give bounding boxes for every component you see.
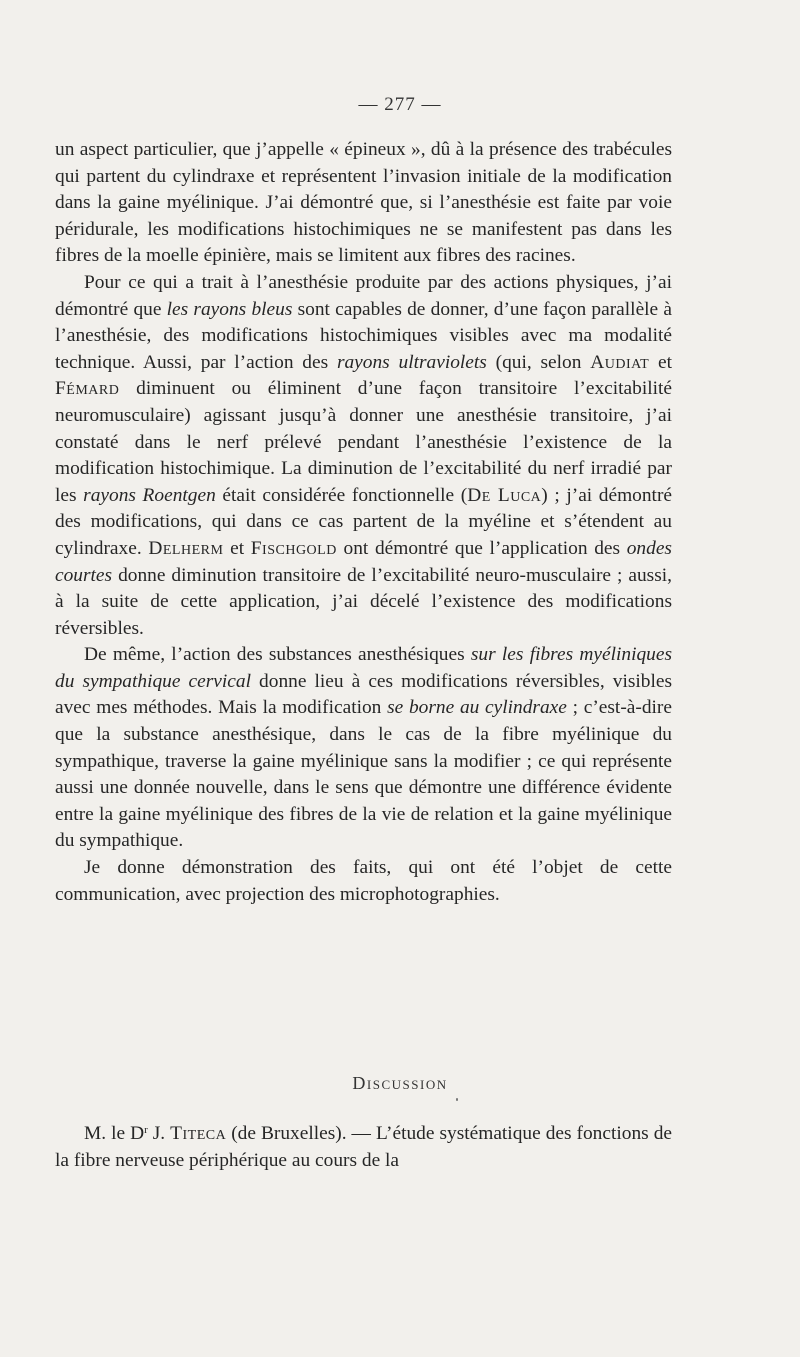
text-run: donne diminution transitoire de l’excitabilité neuro-musculaire ; aussi, à la suite de cette application, j’ai décelé l’existence des modifications réversibles.: [55, 564, 672, 639]
discussion-paragraph: [55, 1121, 672, 1174]
text-run: Pour ce qui a trait à l’anesthésie produite par des actions physiques, j’ai démontré que: [55, 271, 672, 320]
paragraph-3: [55, 642, 672, 855]
text-run: M. le D: [84, 1123, 145, 1144]
text-run: ; c’est-à-dire que la substance anesthésique, dans le cas de la fibre myélinique du sympathique, traverse la gaine myélinique sans la modifier ; ce qui représente aussi une donnée nouvelle, dans le sens que démontre une différence évidente entre la gaine myélinique des fibres de la vie de relation et la gaine myélinique du sympathique.: [55, 697, 672, 852]
body-text: [55, 137, 672, 908]
paragraph-1: [55, 137, 672, 270]
italic-term: rayons Roentgen: [83, 484, 216, 506]
text-run: était considérée fonctionnelle (: [215, 484, 468, 506]
text-run: (de Bruxelles). — L’étude systématique des fonctions de la fibre nerveuse périphérique au cours de la: [55, 1123, 672, 1171]
text-run: J.: [147, 1123, 171, 1144]
italic-term: les rayons bleus: [166, 298, 293, 320]
text-run: donne lieu à ces modifications réversibles, visibles avec mes méthodes. Mais la modification: [55, 670, 672, 719]
page-number: — 277 —: [358, 94, 442, 115]
text-run: et: [649, 351, 672, 373]
author-name: Fischgold: [250, 537, 337, 559]
italic-term: sur les fibres myéliniques du sympathique cervical: [55, 644, 672, 692]
paragraph-4-text: Je donne démonstration des faits, qui ont été l’objet de cette communication, avec projection des microphotographies.: [55, 857, 672, 905]
superscript: r: [144, 1124, 148, 1136]
author-name: Fémard: [55, 378, 120, 400]
text-run: ont démontré que l’application des: [336, 537, 627, 559]
italic-term: rayons ultraviolets: [336, 351, 487, 373]
paragraph-1-text: un aspect particulier, que j’appelle « épineux », dû à la présence des trabécules qui partent du cylindraxe et représentent l’invasion initiale de la modification dans la gaine myélinique. J’ai démontré que, si l’anesthésie est faite par voie péridurale, les modifications histochimiques ne se manifestent pas dans les fibres de la moelle épinière, mais se limitent aux fibres des racines.: [55, 139, 672, 267]
italic-term: se borne au cylindraxe: [387, 697, 567, 719]
paragraph-2: [55, 270, 672, 642]
author-name: Delherm: [148, 537, 224, 559]
text-run: ) ; j’ai démontré des modifications, qui dans ce cas partent de la myéline et s’étendent au cylindraxe.: [55, 484, 673, 559]
italic-term: ondes courtes: [55, 537, 672, 586]
author-name: Titeca: [170, 1123, 227, 1144]
text-run: sont capables de donner, d’une façon parallèle à l’anesthésie, des modifications histochimiques visibles avec ma modalité technique. Aussi, par l’action des: [55, 298, 672, 373]
text-run: De même, l’action des substances anesthésiques: [84, 644, 471, 666]
paragraph-4: [55, 855, 672, 908]
author-name: De Luca: [467, 484, 542, 506]
discussion-heading: Discussion: [352, 1073, 448, 1093]
discussion-text: [55, 1121, 672, 1174]
text-run: (qui, selon: [486, 351, 591, 373]
print-speck: [456, 1098, 458, 1101]
text-run: et: [223, 537, 251, 559]
author-name: Audiat: [590, 351, 650, 373]
text-run: diminuent ou éliminent d’une façon transitoire l’excitabilité neuromusculaire) agissant jusqu’à donner une anesthésie transitoire, j’ai constaté dans le nerf prélevé pendant l’anesthésie l’existence de la modification histochimique. La diminution de l’excitabilité du nerf irradié par les: [55, 378, 672, 506]
